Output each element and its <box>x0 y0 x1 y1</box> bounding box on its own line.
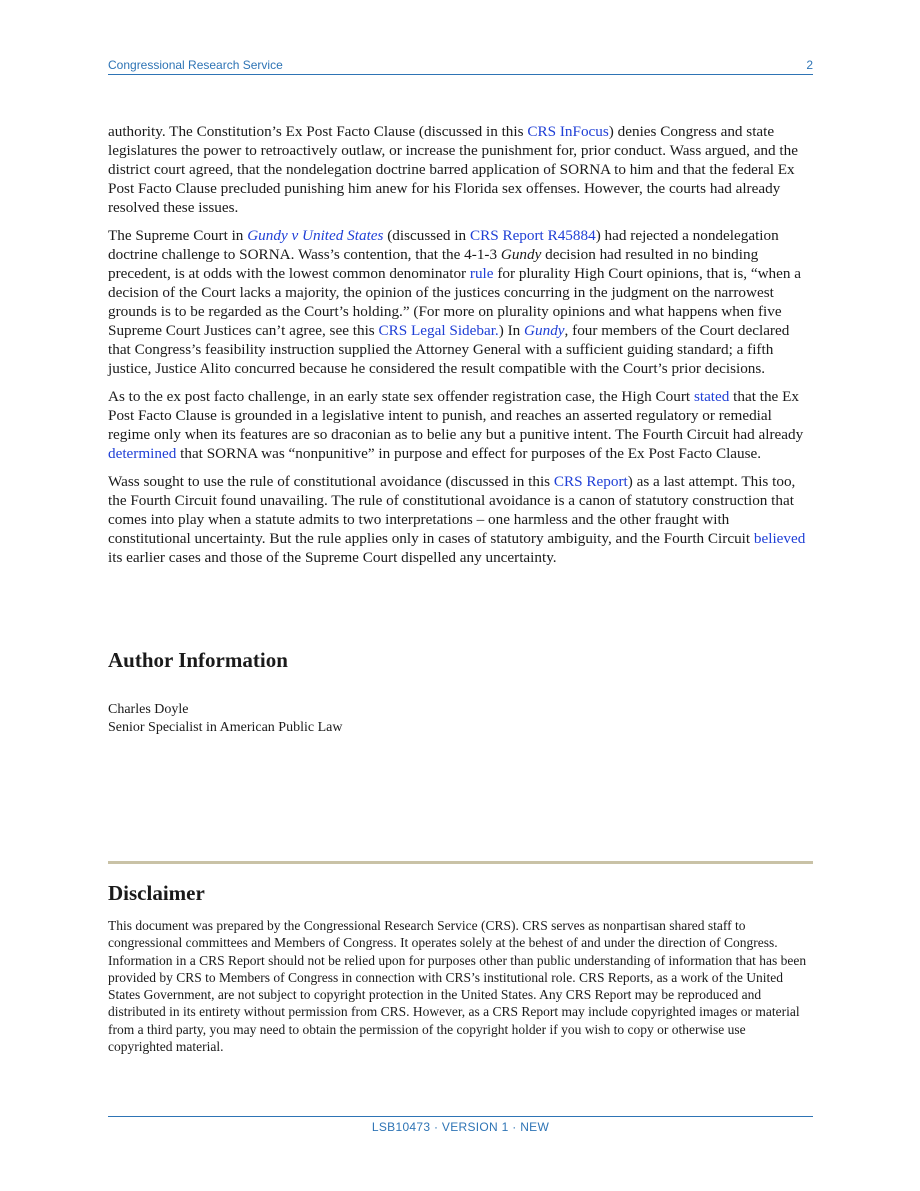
link-rule[interactable]: rule <box>469 265 494 282</box>
link-crs-report-r45884[interactable]: CRS Report R45884 <box>469 227 596 244</box>
link-crs-report[interactable]: CRS Report <box>553 473 628 490</box>
author-heading: Author Information <box>108 648 288 672</box>
link-crs-infocus[interactable]: CRS InFocus <box>527 123 609 140</box>
link-believed[interactable]: believed <box>753 530 806 547</box>
paragraph-2: The Supreme Court in Gundy v United States (discussed in CRS Report R45884) had rejected a nondelegation doctrine challenge to SORNA. Wass’s contention, that the 4-1-3 Gundy decision had resulted in no binding precedent, is at odds with the lowest common denominator rule for plurality High Court opinions, that is, “when a decision of the Court lacks a majority, the opinion of the justices concurring in the judgment on the narrowest grounds is to be regarded as the Court’s holding.” (For more on plurality opinions and what happens when five Supreme Court Justices can’t agree, see this CRS Legal Sidebar.) In Gundy, four members of the Court declared that Congress’s feasibility instruction supplied the Attorney General with a sufficient guiding standard; a fifth justice, Justice Alito concurred because he considered the result compatible with the Court’s prior decisions. <box>108 227 802 377</box>
footer-divider <box>108 1116 813 1117</box>
disclaimer-text: This document was prepared by the Congressional Research Service (CRS). CRS serves as nonpartisan shared staff to congressional committees and Members of Congress. It operates solely at the behest of and under the direction of Congress. Information in a CRS Report should not be relied upon for purposes other than public understanding of information that has been provided by CRS to Members of Congress in connection with CRS’s institutional role. CRS Reports, as a work of the United States Government, are not subject to copyright protection in the United States. Any CRS Report may be reproduced and distributed in its entirety without permission from CRS. However, as a CRS Report may include copyrighted images or material from a third party, you may need to obtain the permission of the copyright holder if you wish to copy or otherwise use copyrighted material. <box>108 918 807 1055</box>
section-divider <box>108 861 813 864</box>
author-information-section <box>108 647 813 737</box>
author-title: Senior Specialist in American Public Law <box>108 720 343 735</box>
disclaimer-heading: Disclaimer <box>108 881 205 905</box>
page-header <box>108 58 813 75</box>
header-org: Congressional Research Service <box>108 58 283 72</box>
page-number: 2 <box>806 58 813 72</box>
link-stated[interactable]: stated <box>693 388 730 405</box>
paragraph-1: authority. The Constitution’s Ex Post Facto Clause (discussed in this CRS InFocus) denies Congress and state legislatures the power to retroactively outlaw, or increase the punishment for, prior conduct. Wass argued, and the district court agreed, that the nondelegation doctrine barred application of SORNA to him and that the federal Ex Post Facto Clause precluded punishing him anew for his Florida sex offenses. However, the courts had already resolved these issues. <box>108 123 798 216</box>
link-gundy[interactable]: Gundy <box>524 322 565 339</box>
page-footer: LSB10473 · VERSION 1 · NEW <box>371 1120 550 1134</box>
link-determined[interactable]: determined <box>108 445 177 462</box>
link-gundy-v-united-states[interactable]: Gundy v United States <box>247 227 384 244</box>
paragraph-4: Wass sought to use the rule of constitutional avoidance (discussed in this CRS Report) as a last attempt. This too, the Fourth Circuit found unavailing. The rule of constitutional avoidance is a canon of statutory construction that comes into play when a statute admits to two interpretations – one harmless and the other fraught with constitutional uncertainty. But the rule applies only in cases of statutory ambiguity, and the Fourth Circuit believed its earlier cases and those of the Supreme Court dispelled any uncertainty. <box>108 473 806 566</box>
body-text <box>108 122 813 576</box>
link-crs-legal-sidebar[interactable]: CRS Legal Sidebar. <box>378 322 499 339</box>
disclaimer-section <box>108 880 813 1055</box>
italic-gundy: Gundy <box>500 246 542 263</box>
author-name: Charles Doyle <box>108 702 189 717</box>
paragraph-3: As to the ex post facto challenge, in an early state sex offender registration case, the High Court stated that the Ex Post Facto Clause is grounded in a legislative intent to punish, and reaches an asserted regulatory or remedial regime only when its features are so draconian as to belie any but a punitive intent. The Fourth Circuit had already determined that SORNA was “nonpunitive” in purpose and effect for purposes of the Ex Post Facto Clause. <box>108 388 804 462</box>
